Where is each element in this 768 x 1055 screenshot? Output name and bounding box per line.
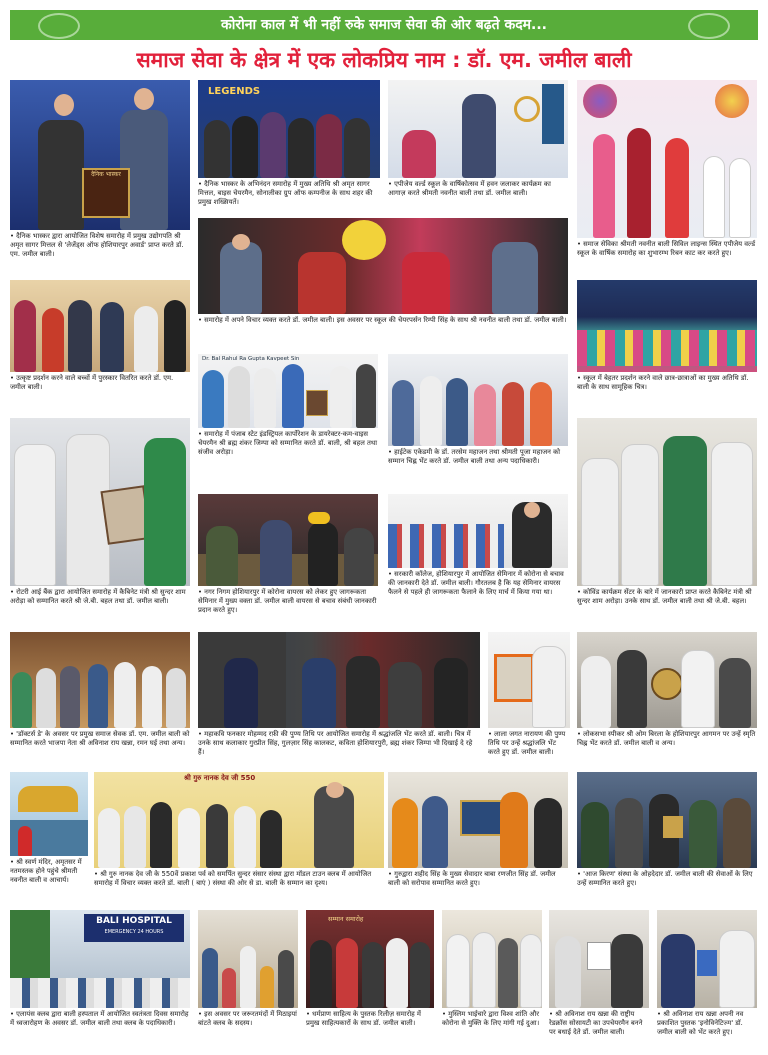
photo-cell-gurpurb — [94, 772, 384, 906]
caption-speech: • समारोह में अपने विचार व्यक्त करते डॉ. जमील बाली। इस अवसर पर स्कूल की चेयरपर्सन रिम्पी सिंह के साथ श्री नवनीत बाली तथा डॉ. जमील बाली। — [198, 316, 568, 325]
gurudwara-photo — [388, 772, 568, 868]
event-banner-text: सम्मान समारोह — [328, 915, 364, 923]
hospital-sign — [84, 914, 184, 942]
alliance-photo — [10, 910, 190, 1008]
caption-golden-temple: • श्री स्वर्ण मंदिर, अमृतसर में नतमस्तक होने पहुंचे श्रीमती नवनीत बाली व आचार्य। — [10, 858, 88, 886]
red-cross-photo — [549, 910, 649, 1008]
caption-hitech: • हाईटेक एकेडमी के डॉ. तरसेम महाजन तथा श्रीमती पूजा महाजन को सम्मान चिह्न भेंट करते डॉ. जमील बाली तथा अन्य पदाधिकारी। — [388, 448, 568, 466]
caption-lamp: • एपीजेय वर्ल्ड स्कूल के वार्षिकोत्सव में हवन जलाकर कार्यक्रम का आगाज़ करते श्रीमती नवनीत बाली तथा डॉ. जमील बाली। — [388, 180, 568, 198]
caption-award: • दैनिक भास्कर द्वारा आयोजित विशेष समारोह में प्रमुख उद्योगपति श्री अमृत सागर मित्तल से 'लेजेंड्स ऑफ होशियारपुर अवार्ड' प्राप्त करते डॉ. एम. जमील बाली। — [10, 232, 190, 260]
lala-photo — [488, 632, 570, 728]
photo-cell-legends — [198, 80, 380, 214]
legends-banner-text: LEGENDS — [208, 86, 261, 97]
hitech-photo — [388, 354, 568, 446]
gurpurb-banner-text: श्री गुरु नानक देव जी 550 — [184, 774, 256, 782]
book-release-photo — [306, 910, 434, 1008]
photo-cell-rotary-eye — [10, 418, 190, 628]
photo-cell-ribbon — [577, 80, 757, 276]
photo-cell-lala — [488, 632, 570, 768]
award-plaque: दैनिक भास्कर — [82, 168, 130, 218]
doctors-day-photo — [10, 632, 190, 728]
aaj-kiran-photo — [577, 772, 757, 868]
college-photo — [388, 494, 568, 568]
caption-sweets: • इस अवसर पर जरूरतमंदों में मिठाइयां बांटते क्लब के सदस्य। — [198, 1010, 298, 1028]
photo-cell-golden-temple — [10, 772, 88, 906]
rotary-eye-photo — [10, 418, 190, 586]
caption-prizes: • उत्कृष्ट प्रदर्शन करने वाले बच्चों में पुरस्कार वितरित करते डॉ. एम. जमील बाली। — [10, 374, 190, 392]
caption-book-release: • धर्मप्राण साहित्य के पुस्तक रिलीज़ समारोह में प्रमुख साहित्यकारों के साथ डॉ. जमील बाली। — [306, 1010, 434, 1028]
left-ornament — [38, 13, 80, 39]
rotary-photo — [198, 354, 378, 428]
caption-aaj-kiran: • 'आज किरण' संस्था के ओहदेदार डॉ. जमील बाली की सेवाओं के लिए उन्हें सम्मानित करते हुए। — [577, 870, 757, 888]
photo-cell-college — [388, 494, 568, 626]
hospital-sign-title: BALI HOSPITAL — [96, 916, 172, 926]
caption-book-gift: • श्री अविनाश राय खन्ना अपनी नव प्रकाशित पुस्तक 'इनोविनेटिज्म' डॉ. जमील बाली को भेंट करते हुए। — [657, 1010, 757, 1038]
students-photo — [577, 280, 757, 372]
caption-lala: • लाला जगत नारायण की पुण्य तिथि पर उन्हें श्रद्धांजलि भेंट करते हुए डॉ. जमील बाली। — [488, 730, 570, 758]
caption-seminar-mc: • नगर निगम होशियारपुर में कोरोना वायरस को लेकर हुए जागरूकता सेमिनार में मुख्य वक्ता डॉ. जमील बाली वायरस से बचाव संबंधी जानकारी प्रदान करते हुए। — [198, 588, 378, 616]
photo-cell-aaj-kiran — [577, 772, 757, 906]
caption-dua: • मुस्लिम भाईचारे द्वारा विश्व शांति और कोरोना से मुक्ति के लिए मांगी गई दुआ। — [442, 1010, 542, 1028]
caption-gurpurb: • श्री गुरु नानक देव जी के 550वें प्रकाश पर्व को समर्पित सुन्दर संसार संस्था द्वारा मॉडल टाउन क्लब में आयोजित समारोह में विचार व्यक्त करते डॉ. बाली ( बाएं ) संस्था की ओर से डा. बाली के सम्मान का दृश्य। — [94, 870, 384, 888]
speech-photo — [198, 218, 568, 314]
caption-rafi: • महाकवि फनकार मोहम्मद रफ़ी की पुण्य तिथि पर आयोजित समारोह में श्रद्धांजलि भेंट करते डॉ. बाली। चित्र में उनके साथ कलाकार गुरप्रीत सिंह, गुलज़ार सिंह कालकट, कविता होशियारपुरी, ब्रह्म शंकर जिम्पा भी दिखाई दे रहे हैं। — [198, 730, 480, 758]
om-birla-photo — [577, 632, 757, 728]
photo-cell-seminar-mc — [198, 494, 378, 626]
caption-rotary-eye: • रोटरी आई बैंक द्वारा आयोजित समारोह में कैबिनेट मंत्री श्री सुन्दर शाम अरोड़ा को सम्मानित करते श्री जे.बी. बहल तथा डॉ. जमील बाली। — [10, 588, 190, 606]
dua-photo — [442, 910, 542, 1008]
sweets-photo — [198, 910, 298, 1008]
photo-cell-red-cross — [549, 910, 649, 1050]
photo-cell-sweets — [198, 910, 298, 1050]
prizes-photo — [10, 280, 190, 372]
caption-covid-centre: • कोविंड कार्यक्रम सेंटर के बारे में जानकारी प्राप्त करते कैबिनेट मंत्री श्री सुन्दर शाम अरोड़ा। उनके साथ डॉ. जमील बाली तथा श्री जे.बी. बहल। — [577, 588, 757, 606]
legends-photo — [198, 80, 380, 178]
top-banner-text: कोरोना काल में भी नहीं रुके समाज सेवा की ओर बढ़ते कदम... — [221, 17, 547, 33]
caption-college: • सरकारी कॉलेज, होशियारपुर में आयोजित सेमिनार में कोरोना से बचाव की जानकारी देते डॉ. जमील बाली। गौरतलब है कि यह सेमिनार वायरस फैलने से पहले ही जागरूकता फैलाने के लिए मार्च में किया गया था। — [388, 570, 568, 598]
top-banner — [10, 10, 758, 40]
award-photo — [10, 80, 190, 230]
photo-cell-om-birla — [577, 632, 757, 768]
lamp-photo — [388, 80, 568, 178]
photo-cell-covid-centre — [577, 418, 757, 628]
hospital-sign-sub: EMERGENCY 24 HOURS — [104, 929, 164, 935]
photo-cell-hitech — [388, 354, 568, 486]
photo-cell-gurudwara — [388, 772, 568, 906]
rafi-photo — [198, 632, 480, 728]
photo-cell-rotary — [198, 354, 378, 486]
photo-cell-book-gift — [657, 910, 757, 1050]
caption-legends: • दैनिक भास्कर के अभिनंदन समारोह में मुख्य अतिथि श्री अमृत सागर मित्तल, बाइस चेयरमैन, सोनालीका ग्रुप ऑफ कम्पनीज के साथ शहर की प्रमुख शख्सियतें। — [198, 180, 380, 208]
right-ornament — [688, 13, 730, 39]
caption-students: • स्कूल में बेहतर प्रदर्शन करने वाले छात्र-छात्राओं का मुख्य अतिथि डॉ. बाली के साथ सामूहिक चित्र। — [577, 374, 757, 392]
covid-centre-photo — [577, 418, 757, 586]
gurpurb-photo — [94, 772, 384, 868]
photo-cell-dua — [442, 910, 542, 1050]
book-gift-photo — [657, 910, 757, 1008]
photo-cell-book-release — [306, 910, 434, 1050]
photo-cell-speech — [198, 218, 568, 346]
caption-alliance: • एलायंस क्लब द्वारा बाली हस्पताल में आयोजित स्वतंत्रता दिवस समारोह में ध्वजारोहण के अवसर डॉ. जमील बाली तथा क्लब के पदाधिकारी। — [10, 1010, 190, 1028]
photo-cell-alliance — [10, 910, 190, 1050]
photo-cell-prizes — [10, 280, 190, 404]
rotary-banner-text: Dr. Bal Rahul Ra Gupta Kavpeet Sin — [202, 356, 300, 362]
caption-doctors-day: • 'डॉक्टर्स डे' के अवसर पर प्रमुख समाज सेवक डॉ. एम. जमील बाली को सम्मानित करते भाजपा नेता श्री अविनाश राय खन्ना, रमन घई तथा अन्य। — [10, 730, 190, 748]
caption-ribbon: • समाज सेविका श्रीमती नवनीत बाली सिविल लाइन्स स्थित एपीजेय वर्ल्ड स्कूल के वार्षिक समारोह का शुभारम्भ रिबन काट कर करते हुए। — [577, 240, 757, 258]
photo-cell-doctors-day — [10, 632, 190, 768]
golden-temple-photo — [10, 772, 88, 856]
page-headline: समाज सेवा के क्षेत्र में एक लोकप्रिय नाम : डॉ. एम. जमील बाली — [136, 48, 632, 72]
photo-cell-students — [577, 280, 757, 404]
caption-rotary: • समारोह में पंजाब स्टेट इंडस्ट्रियल कार्पोरेशन के डायरेक्टर-कम-वाइस चेयरमैन श्री ब्रह्म शंकर जिम्पा को सम्मानित करते डॉ. बाली, श्री बहल तथा संजीव अरोड़ा। — [198, 430, 378, 458]
caption-gurudwara: • गुरुद्वारा शहीद सिंह के मुख्य सेवादार बाबा रणजीत सिंह डॉ. जमील बाली को सरोपाव सम्मानित करते हुए। — [388, 870, 568, 888]
ribbon-photo — [577, 80, 757, 238]
photo-cell-lamp — [388, 80, 568, 214]
photo-cell-award — [10, 80, 190, 276]
caption-red-cross: • श्री अविनाश राय खन्ना की राष्ट्रीय रेडक्रॉस सोसायटी का उपचेयरमैन बनने पर बधाई देते डॉ. जमील बाली। — [549, 1010, 649, 1038]
seminar-mc-photo — [198, 494, 378, 586]
photo-cell-rafi — [198, 632, 480, 768]
caption-om-birla: • लोकसभा स्पीकर श्री ओम बिरला के होशियारपुर आगमन पर उन्हें स्मृति चिह्न भेंट करते डॉ. जमील बाली व अन्य। — [577, 730, 757, 748]
